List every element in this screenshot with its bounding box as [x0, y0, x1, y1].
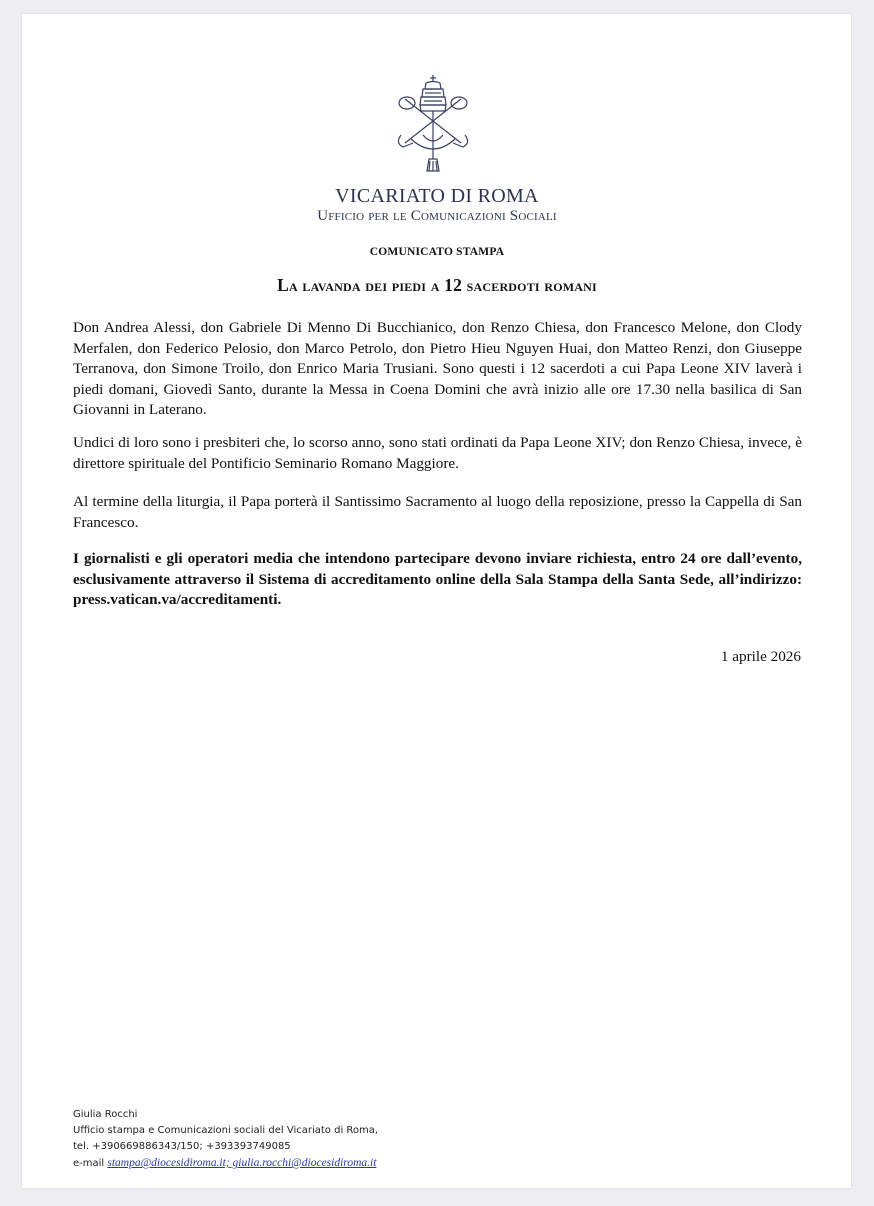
contact-name: Giulia Rocchi	[73, 1109, 138, 1120]
body-paragraph-3: Al termine della liturgia, il Papa porterà il Santissimo Sacramento al luogo della reposizione, presso la Cappella di San Francesco.	[73, 493, 802, 531]
email-label: e-mail	[73, 1158, 108, 1169]
email-links[interactable]: stampa@diocesidiroma.it; giulia.rocchi@diocesidiroma.it	[107, 1157, 377, 1169]
contact-footer	[73, 1107, 378, 1172]
document-type: COMUNICATO STAMPA	[369, 246, 505, 258]
organization-office: Ufficio per le Comunicazioni Sociali	[317, 208, 557, 224]
contact-phone: tel. +390669886343/150; +393393749085	[73, 1141, 291, 1152]
accreditation-notice: I giornalisti e gli operatori media che intendono partecipare devono inviare richiesta, entro 24 ore dall’evento, esclusivamente attraverso il Sistema di accreditamento online della Sala Stampa della Santa Sede, all’indirizzo: press.vatican.va/accreditamenti.	[73, 550, 802, 608]
contact-email-line	[73, 1155, 378, 1172]
body-paragraph-1: Don Andrea Alessi, don Gabriele Di Menno Di Bucchianico, don Renzo Chiesa, don Francesco Melone, don Clody Merfalen, don Federico Pelosio, don Marco Petrolo, don Pietro Hieu Nguyen Huai, don Matteo Renzi, don Giuseppe Terranova, don Simone Troilo, don Enrico Maria Trusiani. Sono questi i 12 sacerdoti a cui Papa Leone XIV laverà i piedi domani, Giovedì Santo, durante la Messa in Coena Domini che avrà inizio alle ore 17.30 nella basilica di San Giovanni in Laterano.	[73, 319, 802, 418]
papal-coat-of-arms-icon	[393, 73, 473, 173]
body-paragraph-2: Undici di loro sono i presbiteri che, lo scorso anno, sono stati ordinati da Papa Leone XIV; don Renzo Chiesa, invece, è direttore spirituale del Pontificio Seminario Romano Maggiore.	[73, 434, 802, 472]
document-date: 1 aprile 2026	[720, 648, 801, 665]
organization-name: VICARIATO DI ROMA	[335, 185, 539, 207]
contact-office: Ufficio stampa e Comunicazioni sociali del Vicariato di Roma,	[73, 1125, 379, 1136]
document-title: La lavanda dei piedi a 12 sacerdoti romani	[277, 275, 597, 295]
